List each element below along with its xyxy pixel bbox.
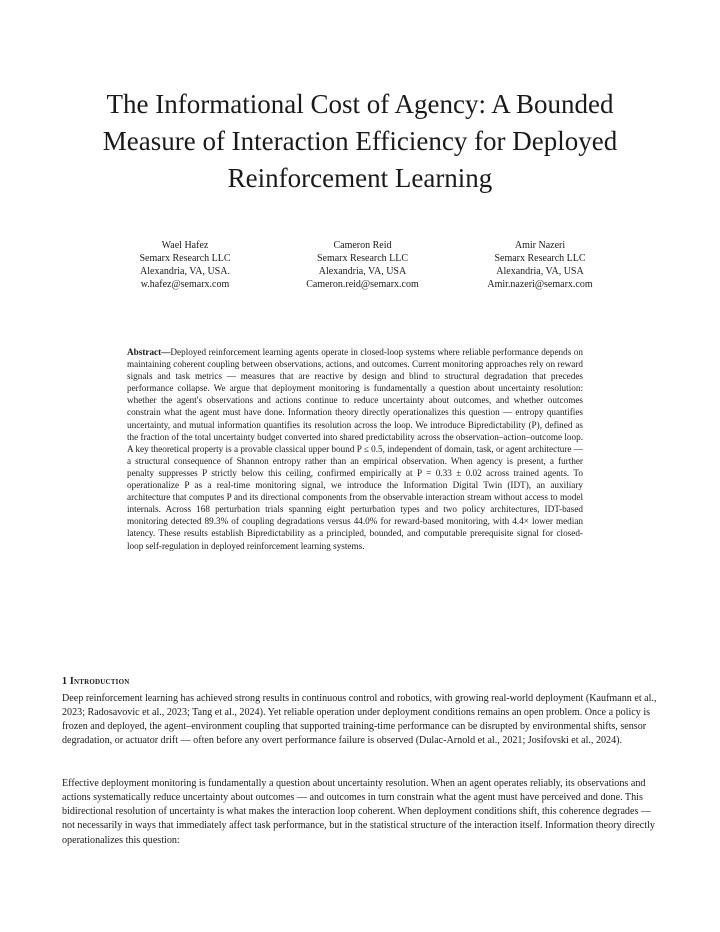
author-affiliation: Semarx Research LLC <box>316 253 409 264</box>
section-title: Introduction <box>69 676 130 687</box>
author-name: Cameron Reid <box>333 240 392 251</box>
section-heading-introduction <box>62 676 129 687</box>
author-1 <box>100 239 270 291</box>
author-email: Cameron.reid@semarx.com <box>306 279 419 290</box>
section-number: 1 <box>62 676 68 687</box>
author-location: Alexandria, VA, USA <box>496 266 584 277</box>
body-paragraph-2: Effective deployment monitoring is fundamentally a question about uncertainty resolution. When an agent operates reliably, its observations and actions systematically reduce uncertainty about outcomes — and outcomes in turn constrain what the agent must have perceived and done. This bidirectional resolution of uncertainty is what makes the interaction loop coherent. When deployment conditions shift, this coherence degrades — not necessarily in ways that immediately affect task performance, but in the statistical structure of the interaction itself. Information theory directly operationalizes this question: <box>62 778 655 846</box>
body-paragraph-1: Deep reinforcement learning has achieved strong results in continuous control and robotics, with growing real-world deployment (Kaufmann et al., 2023; Radosavovic et al., 2023; Tang et al., 2024). Yet reliable operation under deployment conditions remains an open problem. Once a policy is frozen and deployed, the agent–environment coupling that supported training-time performance can be disrupted by environmental shifts, sensor degradation, or actuator drift — often before any overt performance failure is observed (Dulac-Arnold et al., 2021; Josifovski et al., 2024). <box>62 693 657 747</box>
author-name: Wael Hafez <box>161 240 209 251</box>
author-email: w.hafez@semarx.com <box>140 279 230 290</box>
author-location: Alexandria, VA, USA. <box>140 266 230 277</box>
author-3 <box>455 239 625 291</box>
abstract-lead: Abstract— <box>127 347 171 357</box>
abstract <box>127 346 583 552</box>
author-2 <box>278 239 448 291</box>
author-location: Alexandria, VA, USA <box>318 266 407 277</box>
author-email: Amir.nazeri@semarx.com <box>487 279 593 290</box>
author-affiliation: Semarx Research LLC <box>494 253 586 264</box>
author-affiliation: Semarx Research LLC <box>139 253 231 264</box>
author-block <box>100 239 625 291</box>
abstract-text: Deployed reinforcement learning agents operate in closed-loop systems where reliable performance depends on maintaining coherent coupling between observations, actions, and outcomes. Current monitoring approaches rely on reward signals and task metrics — measures that are reactive by design and blind to structural degradation that precedes performance collapse. We argue that deployment monitoring is fundamentally a question about uncertainty resolution: whether the agent's observations and actions continue to reduce uncertainty about outcomes, and whether outcomes constrain what the agent must have done. Information theory directly operationalizes this question — entropy quantifies uncertainty, and mutual information quantifies its resolution across the loop. We introduce Bipredictability (P), defined as the fraction of the total uncertainty budget converted into shared predictability across the observation–action–outcome loop. A key theoretical property is a provable classical upper bound P ≤ 0.5, independent of domain, task, or agent architecture — a structural consequence of Shannon entropy rather than an empirical observation. When agency is present, a further penalty suppresses P strictly below this ceiling, confirmed empirically at P = 0.33 ± 0.02 across trained agents. To operationalize P as a real-time monitoring signal, we introduce the Information Digital Twin (IDT), an auxiliary architecture that computes P and its directional components from the observable interaction stream without access to model internals. Across 168 perturbation trials spanning eight perturbation types and two policy architectures, IDT-based monitoring detected 89.3% of coupling degradations versus 44.0% for reward-based monitoring, with 4.4× lower median latency. These results establish Bipredictability as a principled, bounded, and computable prerequisite signal for closed-loop self-regulation in deployed reinforcement learning systems. <box>127 347 583 551</box>
author-name: Amir Nazeri <box>514 240 566 251</box>
paper-title: The Informational Cost of Agency: A Bounded Measure of Interaction Efficiency for Deployed Reinforcement Learning <box>102 89 618 193</box>
